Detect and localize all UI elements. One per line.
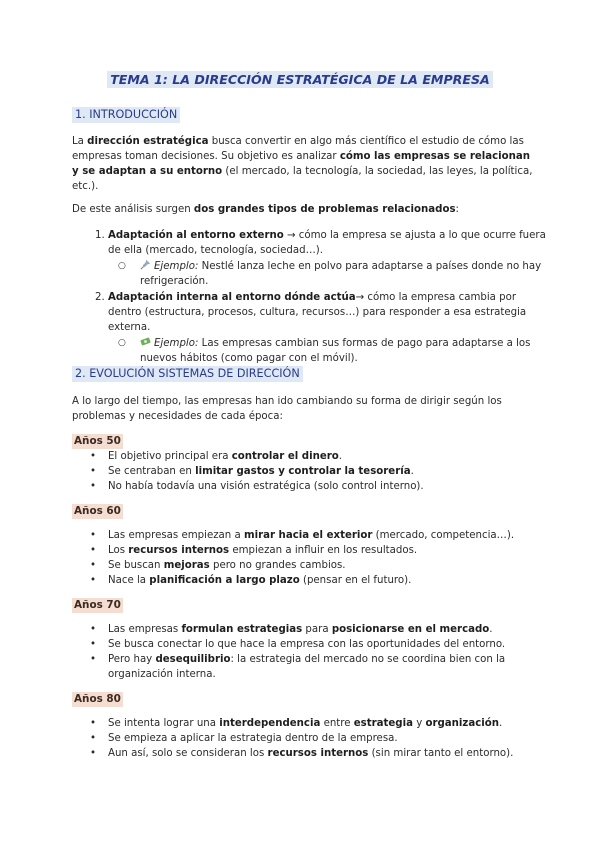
- text: La: [72, 136, 88, 147]
- text: Se busca conectar lo que hace la empresa con las oportunidades del entorno.: [108, 639, 506, 650]
- bold-text: posicionarse en el mercado: [331, 624, 490, 635]
- list-item: [108, 573, 548, 588]
- text: (sin mirar tanto el entorno).: [368, 748, 514, 759]
- text: Las empresas empiezan a: [108, 530, 244, 541]
- bold-text: organización: [425, 718, 499, 729]
- text: entre: [320, 718, 354, 729]
- text: Aun así, solo se consideran los: [108, 748, 268, 759]
- example-text: Nestlé lanza leche en polvo para adaptarse a países donde no hay refrigeración.: [140, 261, 542, 287]
- text: Pero hay: [108, 654, 156, 665]
- list-item: [108, 558, 548, 573]
- text: .: [410, 466, 414, 477]
- list-item: [108, 449, 548, 464]
- bold-text: cómo las empresas se relacionan y se adaptan a su entorno: [72, 151, 531, 177]
- bold-text: dos grandes tipos de problemas relacionados: [193, 204, 456, 215]
- text: .: [489, 624, 493, 635]
- text: Se empieza a aplicar la estrategia dentro de la empresa.: [108, 733, 398, 744]
- text: busca convertir en algo más científico el estudio de cómo las empresas toman decisiones. Su objetivo es analizar: [72, 136, 524, 162]
- list-item: [108, 622, 548, 637]
- intro-paragraph: [72, 134, 534, 194]
- text: (el mercado, la tecnología, la sociedad, las leyes, la política, etc.).: [72, 166, 533, 192]
- bold-text: interdependencia: [219, 718, 321, 729]
- example-label: Ejemplo:: [154, 338, 199, 349]
- list-item: [108, 652, 548, 682]
- text: para: [302, 624, 332, 635]
- text: Las empresas: [108, 624, 182, 635]
- era-tag-70: Años 70: [74, 599, 121, 611]
- text: .: [499, 718, 503, 729]
- text: No había todavía una visión estratégica (solo control interno).: [108, 481, 424, 492]
- problems-list: [88, 228, 548, 367]
- bold-text: recursos internos: [128, 545, 230, 556]
- bold-text: controlar el dinero: [231, 451, 339, 462]
- document-title: TEMA 1: LA DIRECCIÓN ESTRATÉGICA DE LA EMPRESA: [107, 71, 493, 88]
- era-list-70: [88, 622, 548, 682]
- bold-text: mejoras: [163, 560, 210, 571]
- era-list-80: [88, 716, 548, 761]
- list-item: [108, 731, 548, 746]
- era-list-50: [88, 449, 548, 494]
- list-item: [108, 228, 548, 289]
- bold-text: Adaptación al entorno externo: [108, 230, 284, 241]
- text: :: [455, 204, 459, 215]
- text: pero no grandes cambios.: [209, 560, 346, 571]
- list-item: [108, 479, 548, 494]
- example-label: Ejemplo:: [154, 261, 199, 272]
- text: (pensar en el futuro).: [299, 575, 412, 586]
- bold-text: desequilibrio: [155, 654, 231, 665]
- text: .: [338, 451, 343, 462]
- text: De este análisis surgen: [72, 204, 194, 215]
- list-item: [108, 290, 548, 366]
- list-item: [108, 528, 548, 543]
- era-tag-80: Años 80: [74, 693, 121, 705]
- era-tag-60: Años 60: [74, 505, 121, 517]
- bold-text: formulan estrategias: [181, 624, 303, 635]
- list-item: [108, 637, 548, 652]
- example-item: [118, 336, 548, 366]
- era-list-60: [88, 528, 548, 588]
- text: (mercado, competencia…).: [372, 530, 515, 541]
- text: → cómo la empresa cambia por dentro (estructura, procesos, cultura, recursos…) para responder a esa estrategia externa.: [108, 292, 527, 333]
- example-item: [118, 259, 548, 289]
- problem-text: [108, 230, 546, 256]
- bold-text: estrategia: [353, 718, 413, 729]
- era-tag-50: Años 50: [74, 435, 121, 447]
- pin-icon: [140, 259, 151, 270]
- text: : la estrategia del mercado no se coordina bien con la organización interna.: [108, 654, 506, 680]
- text: Se buscan: [108, 560, 164, 571]
- bold-text: mirar hacia el exterior: [243, 530, 373, 541]
- text: y: [412, 718, 426, 729]
- list-item: [108, 543, 548, 558]
- list-item: [108, 464, 548, 479]
- list-item: [108, 716, 548, 731]
- bold-text: planificación a largo plazo: [149, 575, 300, 586]
- money-icon: [140, 336, 151, 347]
- bold-text: recursos internos: [267, 748, 369, 759]
- text: Se intenta lograr una: [108, 718, 220, 729]
- text: Se centraban en: [108, 466, 196, 477]
- problems-intro-paragraph: [72, 202, 534, 217]
- example-text: Las empresas cambian sus formas de pago para adaptarse a los nuevos hábitos (como pagar con el móvil).: [140, 338, 531, 364]
- evolution-intro-paragraph: A lo largo del tiempo, las empresas han ido cambiando su forma de dirigir según los problemas y necesidades de cada época:: [72, 396, 502, 422]
- bold-text: dirección estratégica: [87, 136, 209, 147]
- text: Los: [108, 545, 129, 556]
- bold-text: limitar gastos y controlar la tesorería: [195, 466, 411, 477]
- problem-text: [108, 292, 526, 333]
- list-item: [108, 746, 548, 761]
- text: → cómo la empresa se ajusta a lo que ocurre fuera de ella (mercado, tecnología, sociedad…).: [108, 230, 546, 256]
- section-heading-introduccion: 1. INTRODUCCIÓN: [72, 107, 180, 123]
- text: empiezan a influir en los resultados.: [229, 545, 418, 556]
- circle-bullet-icon: ○: [118, 338, 126, 348]
- text: El objetivo principal era: [108, 451, 232, 462]
- text: Nace la: [108, 575, 150, 586]
- circle-bullet-icon: ○: [118, 261, 126, 271]
- bold-text: Adaptación interna al entorno dónde actúa: [108, 292, 356, 303]
- section-heading-evolucion: 2. EVOLUCIÓN SISTEMAS DE DIRECCIÓN: [72, 366, 303, 382]
